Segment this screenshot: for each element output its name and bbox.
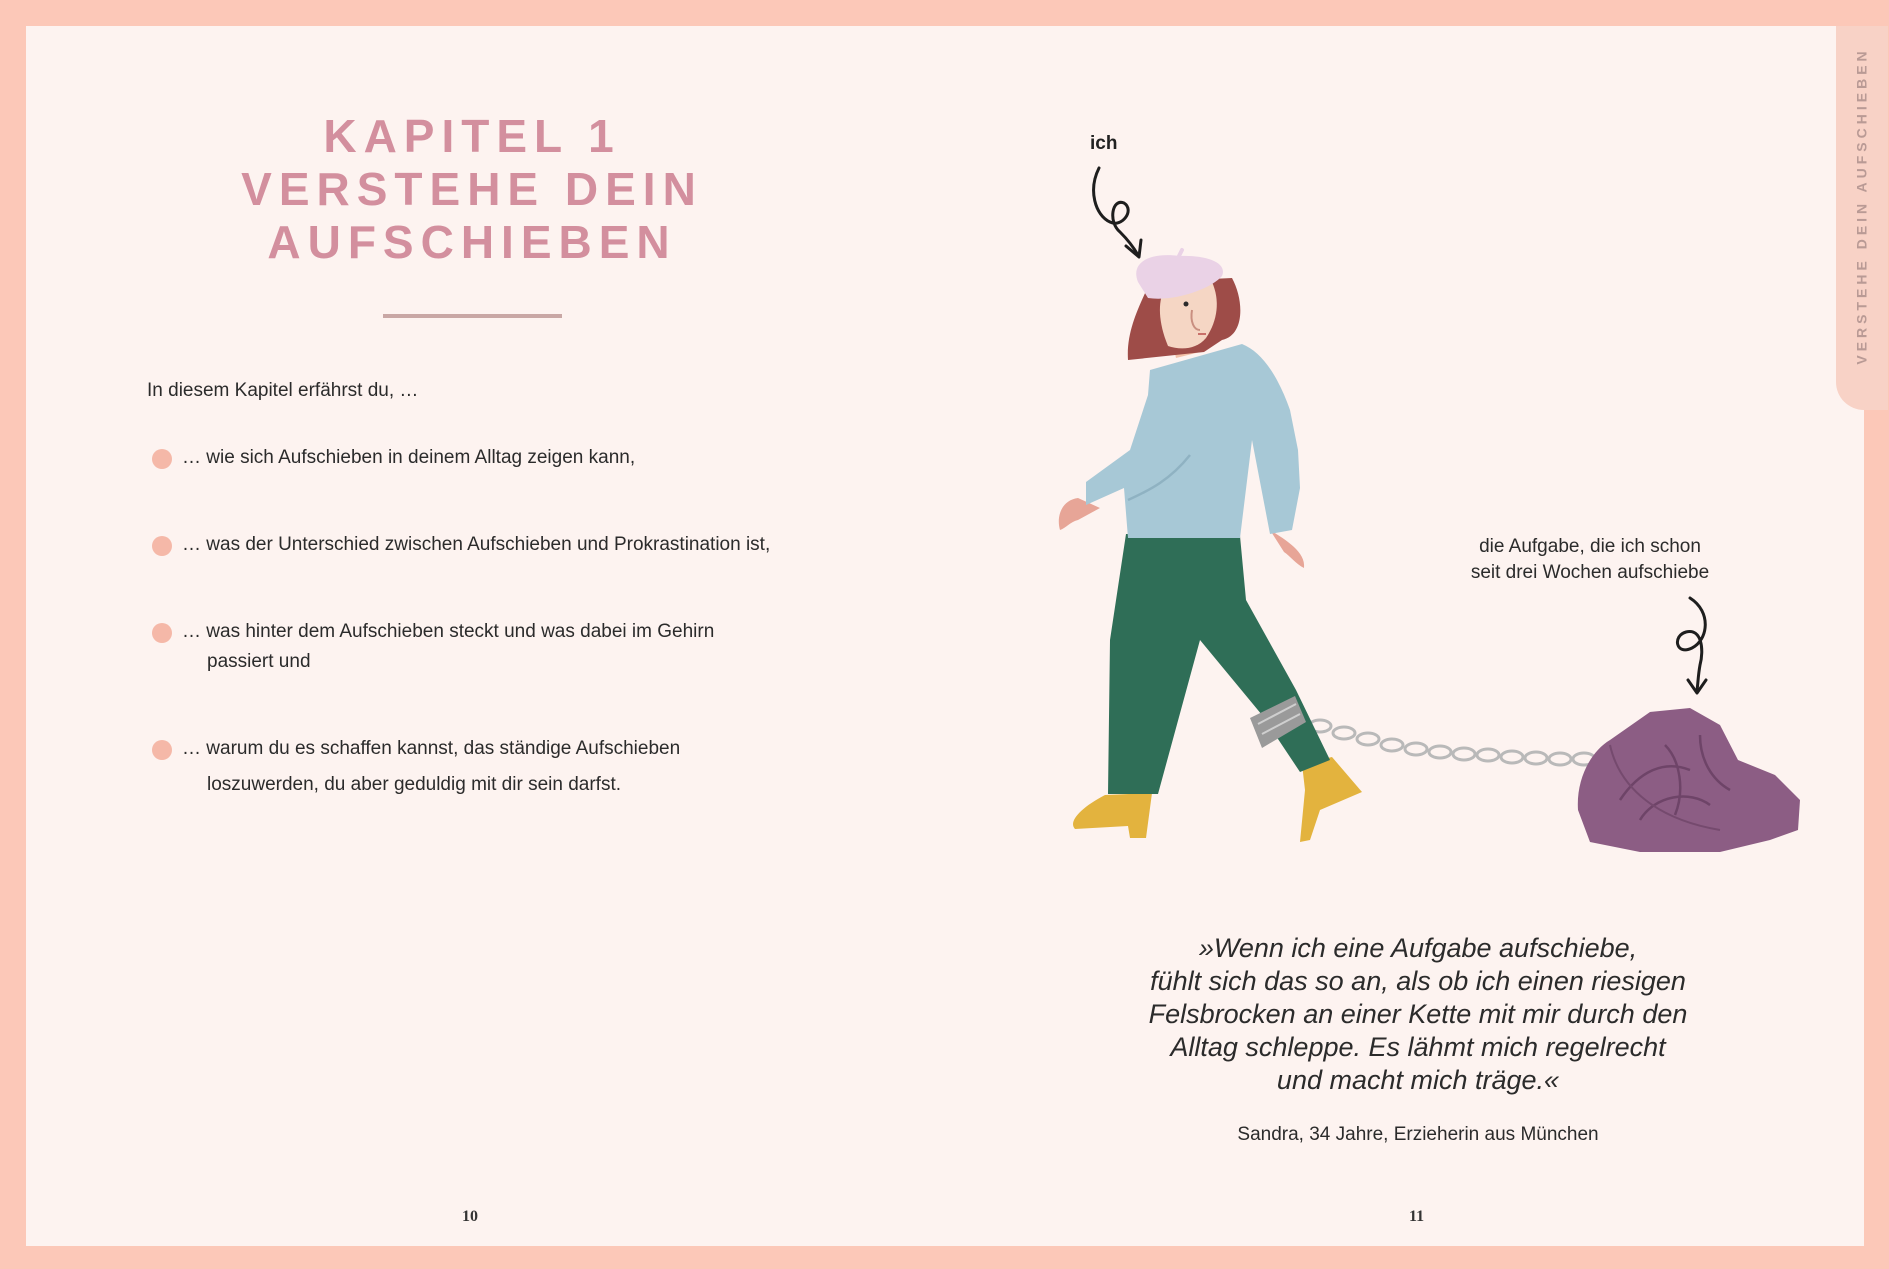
- quote-line: fühlt sich das so an, als ob ich einen riesigen: [1150, 966, 1686, 996]
- intro-text: In diesem Kapitel erfährst du, …: [147, 380, 419, 401]
- list-item-text: … wie sich Aufschieben in deinem Alltag zeigen kann,: [182, 447, 636, 468]
- front-boot: [1300, 757, 1362, 842]
- label-task-line-1: die Aufgabe, die ich schon: [1479, 536, 1701, 557]
- label-task-line-2: seit drei Wochen aufschiebe: [1470, 562, 1710, 583]
- back-hand: [1059, 498, 1100, 530]
- list-item-text: … warum du es schaffen kannst, das ständige Aufschieben: [182, 738, 681, 759]
- quote: [1108, 932, 1728, 1097]
- curly-arrow-icon: [1094, 168, 1138, 255]
- curly-arrow-icon: [1677, 598, 1705, 690]
- label-task: [1430, 534, 1750, 586]
- list-item-text: … was der Unterschied zwischen Aufschieben und Prokrastination ist,: [182, 534, 771, 555]
- quote-line: Alltag schleppe. Es lähmt mich regelrecht: [1170, 1032, 1666, 1062]
- quote-line: »Wenn ich eine Aufgabe aufschiebe,: [1198, 933, 1638, 963]
- chapter-title-line-2: VERSTEHE DEIN: [241, 163, 703, 215]
- chapter-title-line-1: KAPITEL 1: [323, 110, 621, 162]
- pants: [1108, 534, 1330, 794]
- sweater: [1086, 344, 1300, 538]
- quote-source: Sandra, 34 Jahre, Erzieherin aus München: [1237, 1124, 1599, 1145]
- list-item-text-cont: passiert und: [207, 651, 311, 672]
- side-tab-label: VERSTEHE DEIN AUFSCHIEBEN: [1854, 47, 1871, 365]
- list-item-text-cont: loszuwerden, du aber geduldig mit dir sein darfst.: [207, 774, 622, 795]
- quote-line: Felsbrocken an einer Kette mit mir durch den: [1148, 999, 1688, 1029]
- quote-line: und macht mich träge.«: [1276, 1065, 1560, 1095]
- chapter-title-line-3: AUFSCHIEBEN: [267, 216, 677, 268]
- page-number-right: 11: [1409, 1208, 1425, 1225]
- label-self: ich: [1090, 133, 1118, 154]
- rock: [1578, 708, 1800, 852]
- back-boot: [1073, 793, 1152, 838]
- list-item-text: … was hinter dem Aufschieben steckt und was dabei im Gehirn: [182, 621, 715, 642]
- chain: [1309, 720, 1595, 765]
- page-number-left: 10: [462, 1208, 478, 1225]
- front-hand: [1270, 530, 1304, 568]
